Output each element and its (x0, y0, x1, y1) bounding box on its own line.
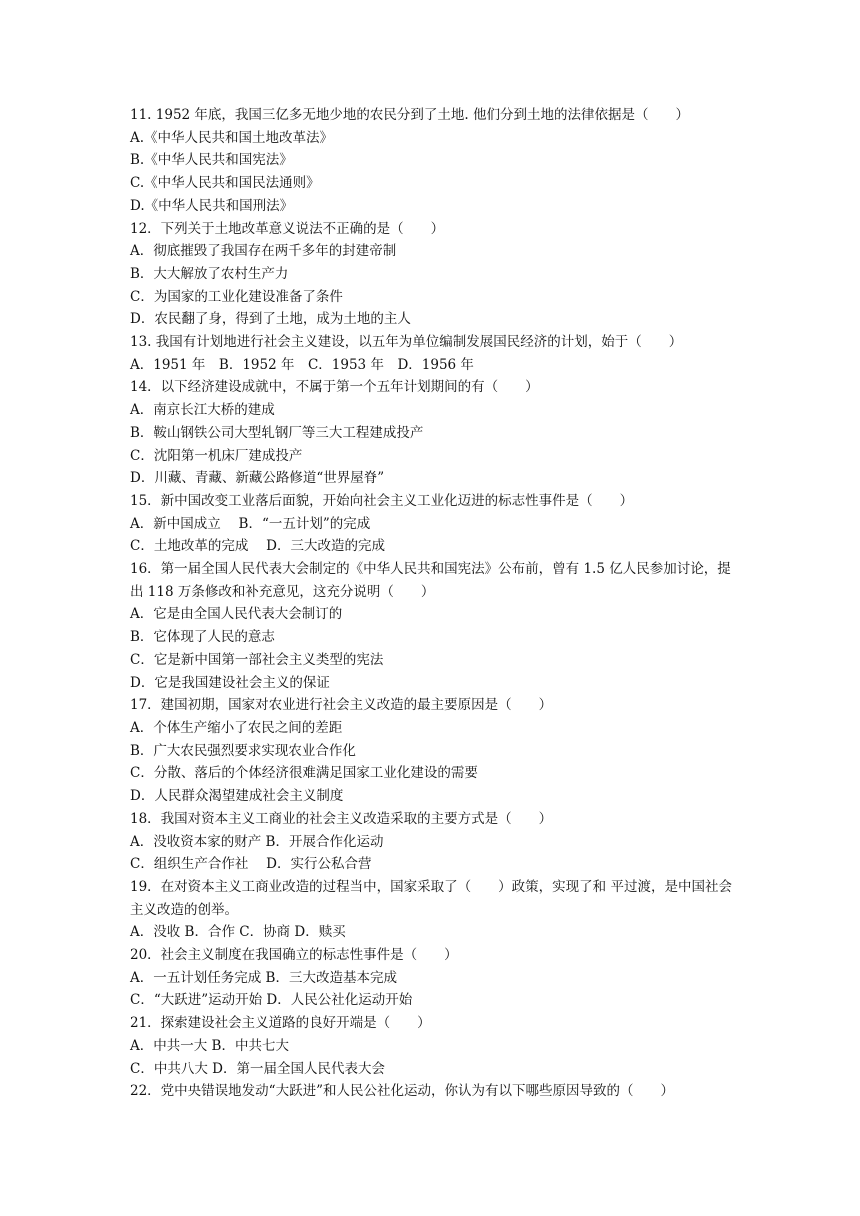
question-16-option-d: D．它是我国建设社会主义的保证 (130, 674, 330, 691)
question-16-option-c: C．它是新中国第一部社会主义类型的宪法 (130, 651, 384, 668)
question-14-option-b: B．鞍山钢铁公司大型轧钢厂等三大工程建成投产 (130, 424, 424, 441)
question-11-option-c: C.《中华人民共和国民法通则》 (130, 175, 320, 192)
question-11-option-d: D.《中华人民共和国刑法》 (130, 197, 294, 214)
question-12-option-d: D．农民翻了身，得到了土地，成为土地的主人 (130, 311, 411, 328)
question-21-stem: 21．探索建设社会主义道路的良好开端是（ ） (130, 1015, 431, 1032)
question-15-options-ab: A．新中国成立 B．“一五计划”的完成 (130, 515, 371, 532)
question-15-stem: 15．新中国改变工业落后面貌，开始向社会主义工业化迈进的标志性事件是（ ） (130, 492, 634, 509)
question-16-option-a: A．它是由全国人民代表大会制订的 (130, 606, 343, 623)
question-13-options: A．1951 年 B．1952 年 C．1953 年 D．1956 年 (130, 356, 474, 373)
question-11-option-a: A.《中华人民共和国土地改革法》 (130, 129, 334, 146)
question-13-stem: 13. 我国有计划地进行社会主义建设，以五年为单位编制发展国民经济的计划，始于（ ） (130, 334, 683, 351)
question-20-options-cd: C．“大跃进”运动开始 D．人民公社化运动开始 (130, 992, 413, 1009)
question-12-option-b: B．大大解放了农村生产力 (130, 265, 289, 282)
question-14-option-c: C．沈阳第一机床厂建成投产 (130, 447, 303, 464)
question-14-option-a: A．南京长江大桥的建成 (130, 402, 275, 419)
question-11-option-b: B.《中华人民共和国宪法》 (130, 152, 293, 169)
question-14-stem: 14．以下经济建设成就中，不属于第一个五年计划期间的有（ ） (130, 379, 539, 396)
question-15-options-cd: C．土地改革的完成 D．三大改造的完成 (130, 538, 385, 555)
question-21-options-cd: C．中共八大 D．第一届全国人民代表大会 (130, 1060, 385, 1077)
question-list (130, 104, 740, 1103)
question-17-option-c: C．分散、落后的个体经济很难满足国家工业化建设的需要 (130, 765, 478, 782)
question-17-option-b: B．广大农民强烈要求实现农业合作化 (130, 742, 356, 759)
question-11-stem: 11. 1952 年底，我国三亿多无地少地的农民分到了土地. 他们分到土地的法律依据是（ ） (130, 107, 689, 123)
question-17-option-d: D．人民群众渴望建成社会主义制度 (130, 788, 344, 805)
question-14-option-d: D．川藏、青藏、新藏公路修道“世界屋脊” (130, 470, 385, 487)
question-18-options-cd: C．组织生产合作社 D．实行公私合营 (130, 856, 372, 873)
question-18-options-ab: A．没收资本家的财产 B．开展合作化运动 (130, 833, 384, 850)
question-21-options-ab: A．中共一大 B．中共七大 (130, 1037, 289, 1054)
question-12-option-c: C．为国家的工业化建设准备了条件 (130, 288, 343, 305)
question-12-option-a: A．彻底摧毁了我国存在两千多年的封建帝制 (130, 243, 397, 260)
question-16-option-b: B．它体现了人民的意志 (130, 629, 275, 646)
question-16-stem: 16．第一届全国人民代表大会制定的《中华人民共和国宪法》公布前，曾有 1.5 亿人民参加讨论，提出 118 万条修改和补充意见，这充分说明（ ） (130, 561, 731, 600)
question-17-stem: 17．建国初期，国家对农业进行社会主义改造的最主要原因是（ ） (130, 697, 553, 714)
question-19-stem: 19．在对资本主义工商业改造的过程当中，国家采取了（ ）政策，实现了和 平过渡，是中国社会主义改造的创举。 (130, 878, 732, 918)
question-19-options: A．没收 B．合作 C．协商 D．赎买 (130, 924, 346, 941)
question-22-stem: 22．党中央错误地发动“大跃进”和人民公社化运动，你认为有以下哪些原因导致的（ ） (130, 1083, 674, 1100)
question-20-options-ab: A．一五计划任务完成 B．三大改造基本完成 (130, 969, 397, 986)
question-20-stem: 20．社会主义制度在我国确立的标志性事件是（ ） (130, 947, 458, 964)
question-17-option-a: A．个体生产缩小了农民之间的差距 (130, 719, 343, 736)
question-12-stem: 12．下列关于土地改革意义说法不正确的是（ ） (130, 220, 445, 237)
question-18-stem: 18．我国对资本主义工商业的社会主义改造采取的主要方式是（ ） (130, 810, 553, 827)
